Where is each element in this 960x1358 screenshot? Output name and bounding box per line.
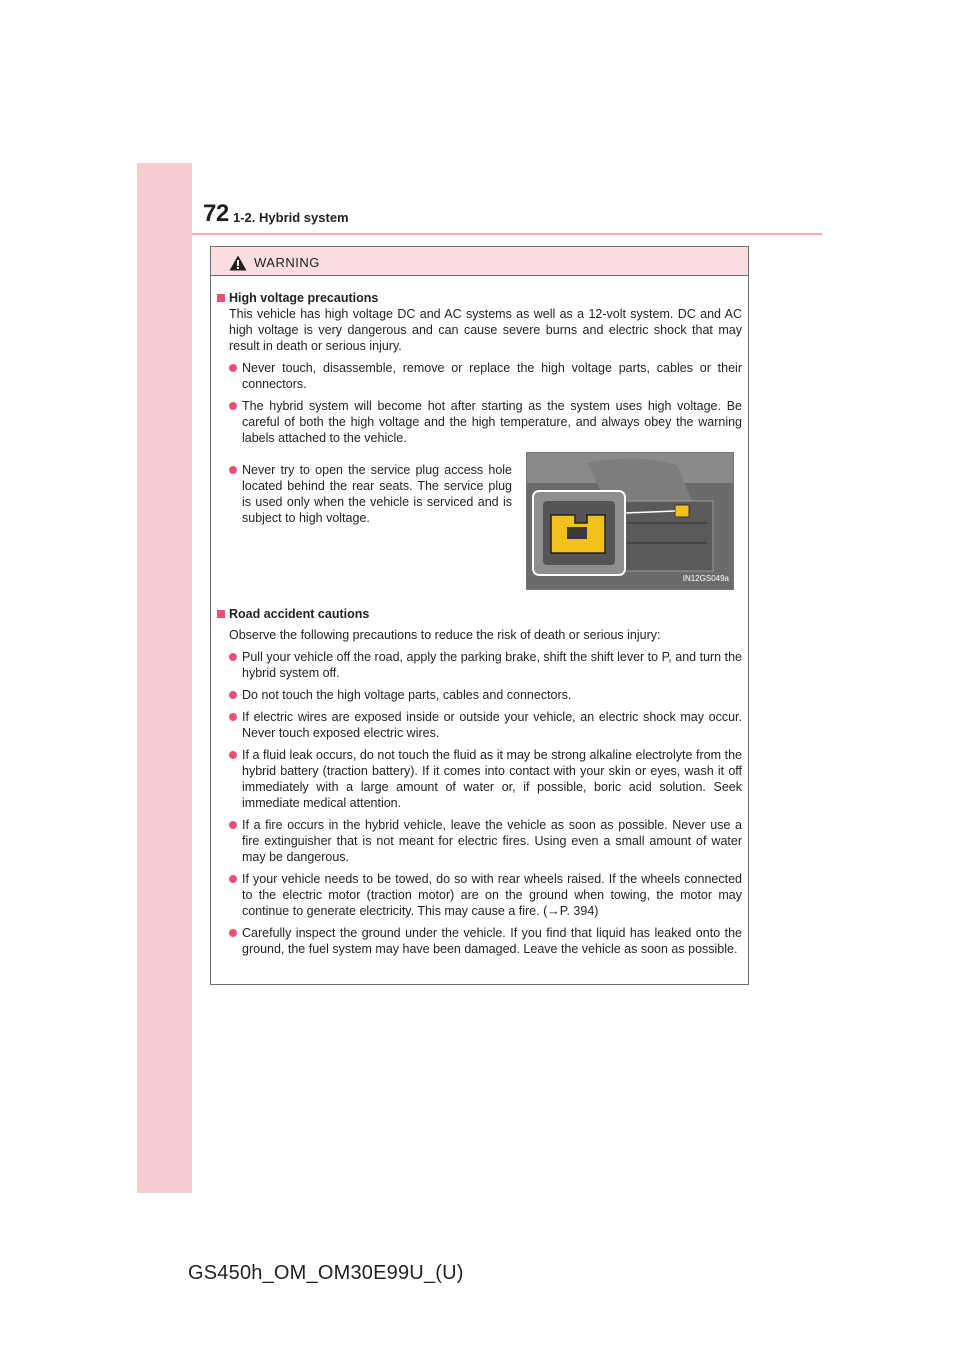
chapter-sidebar-tab [137, 163, 192, 1193]
warning-title: WARNING [254, 255, 320, 270]
list-item: If your vehicle needs to be towed, do so with rear wheels raised. If the wheels connected to the electric motor (traction motor) are on the ground when towing, the motor may continue to generate electricity. This may cause a fire. (→P. 394) [211, 871, 748, 919]
bullet-dot-icon [229, 875, 237, 883]
bullet-dot-icon [229, 466, 237, 474]
service-plug-row [211, 452, 748, 602]
list-item: Never touch, disassemble, remove or replace the high voltage parts, cables or their connectors. [211, 360, 748, 392]
list-item: Carefully inspect the ground under the vehicle. If you find that liquid has leaked onto the ground, the fuel system may have been damaged. Leave the vehicle as soon as possible. [211, 925, 748, 957]
list-item: Never try to open the service plug access hole located behind the rear seats. The service plug is used only when the vehicle is serviced and is subject to high voltage. [211, 462, 518, 526]
list-item: Pull your vehicle off the road, apply the parking brake, shift the shift lever to P, and turn the hybrid system off. [211, 649, 748, 681]
warning-triangle-icon [229, 255, 247, 271]
section-heading-high-voltage: High voltage precautions [211, 290, 748, 306]
bullet-dot-icon [229, 402, 237, 410]
road-accident-intro: Observe the following precautions to reduce the risk of death or serious injury: [229, 628, 661, 642]
service-plug-illustration [526, 452, 734, 590]
warning-box [210, 246, 749, 985]
document-code: GS450h_OM_OM30E99U_(U) [188, 1262, 464, 1284]
bullet-dot-icon [229, 929, 237, 937]
section-heading-road-accident: Road accident cautions [211, 606, 748, 622]
bullet-dot-icon [229, 751, 237, 759]
list-item: If a fire occurs in the hybrid vehicle, leave the vehicle as soon as possible. Never use a fire extinguisher that is not meant for electric fires. Using even a small amount of water may be dangerous. [211, 817, 748, 865]
bullet-dot-icon [229, 653, 237, 661]
list-item: If a fluid leak occurs, do not touch the fluid as it may be strong alkaline electrolyte from the hybrid battery (traction battery). If it comes into contact with your skin or eyes, wash it off immediately with a large amount of water or, if possible, boric acid solution. Seek immediate medical attention. [211, 747, 748, 811]
bullet-dot-icon [229, 364, 237, 372]
bullet-dot-icon [229, 713, 237, 721]
warning-header [211, 247, 748, 276]
list-item: Do not touch the high voltage parts, cables and connectors. [211, 687, 748, 703]
header-divider [192, 233, 822, 235]
square-bullet-icon [217, 294, 225, 302]
page-number: 72 [203, 200, 229, 227]
warning-content [211, 276, 748, 957]
square-bullet-icon [217, 610, 225, 618]
list-item: If electric wires are exposed inside or outside your vehicle, an electric shock may occur. Never touch exposed electric wires. [211, 709, 748, 741]
bullet-dot-icon [229, 691, 237, 699]
section-title: 1-2. Hybrid system [233, 210, 349, 225]
figure-label: IN12GS049a [682, 574, 729, 583]
list-item: The hybrid system will become hot after starting as the system uses high voltage. Be careful of both the high voltage and the high temperature, and always obey the warning labels attached to the vehicle. [211, 398, 748, 446]
bullet-dot-icon [229, 821, 237, 829]
high-voltage-intro: This vehicle has high voltage DC and AC systems as well as a 12-volt system. DC and AC high voltage is very dangerous and can cause severe burns and electric shock that may result in death or serious injury. [229, 307, 742, 353]
service-plug-image [527, 453, 733, 589]
